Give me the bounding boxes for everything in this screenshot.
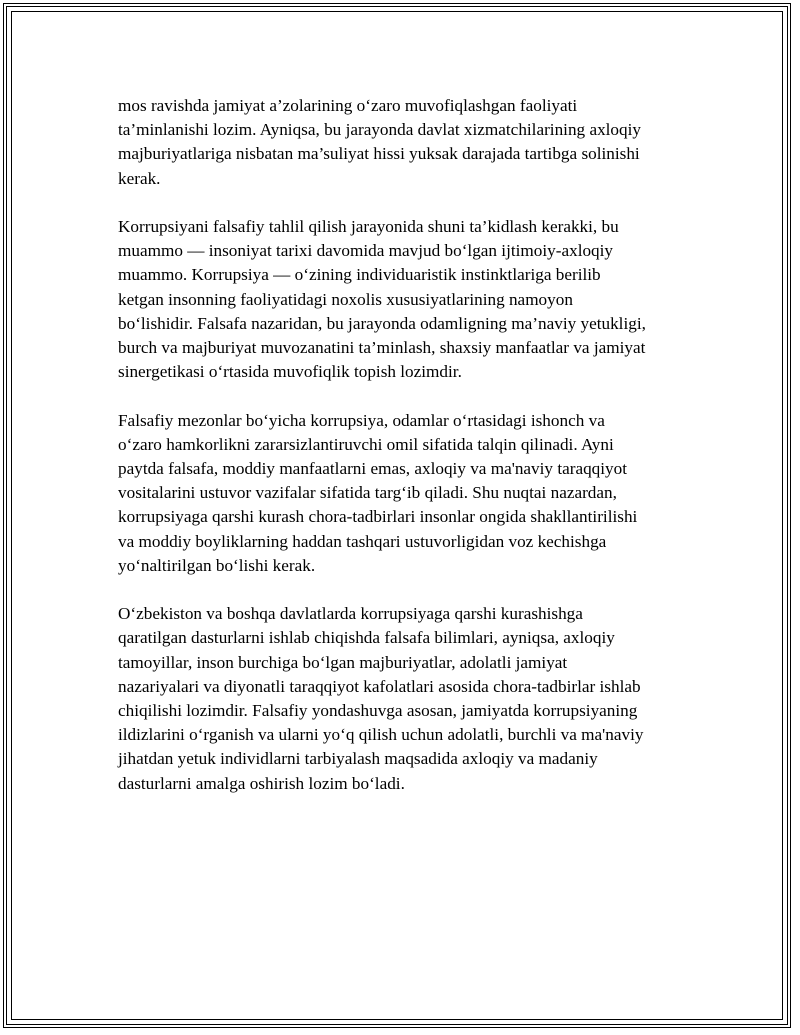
paragraph-3: Falsafiy mezonlar bo‘yicha korrupsiya, odamlar o‘rtasidagi ishonch va o‘zaro hamkorlikni zararsizlantiruvchi omil sifatida talqin qilinadi. Ayni paytda falsafa, moddiy manfaatlarni emas, axloqiy va ma'naviy taraqqiyot vositalarini ustuvor vazifalar sifatida targ‘ib qiladi. Shu nuqtai nazardan, korrupsiyaga qarshi kurash chora-tadbirlari insonlar ongida shakllantirilishi va moddiy boyliklarning haddan tashqari ustuvorligidan voz kechishga yo‘naltirilgan bo‘lishi kerak. (118, 410, 638, 575)
paragraph-1: mos ravishda jamiyat a’zolarining o‘zaro muvofiqlashgan faoliyati ta’minlanishi lozim. Ayniqsa, bu jarayonda davlat xizmatchilarining axloqiy majburiyatlariga nisbatan ma’suliyat hissi yuksak darajada tartibga solinishi kerak. (118, 96, 641, 188)
document-body (118, 94, 698, 820)
paragraph-4: O‘zbekiston va boshqa davlatlarda korrupsiyaga qarshi kurashishga qaratilgan dasturlarni ishlab chiqishda falsafa bilimlari, ayniqsa, axloqiy tamoyillar, inson burchiga bo‘lgan majburiyatlar, adolatli jamiyat nazariyalari va diyonatli taraqqiyot kafolatlari asosida chora-tadbirlar ishlab chiqilishi lozimdir. Falsafiy yondashuvga asosan, jamiyatda korrupsiyaning ildizlarini o‘rganish va ularni yo‘q qilish uchun adolatli, burchli va ma'naviy jihatdan yetuk individlarni tarbiyalash maqsadida axloqiy va madaniy dasturlarni amalga oshirish lozim bo‘ladi. (118, 604, 644, 793)
paragraph-2: Korrupsiyani falsafiy tahlil qilish jarayonida shuni ta’kidlash kerakki, bu muammo — insoniyat tarixi davomida mavjud bo‘lgan ijtimoiy-axloqiy muammo. Korrupsiya — o‘zining individuaristik instinktlariga berilib ketgan insonning faoliyatidagi noxolis xususiyatlarining namoyon bo‘lishidir. Falsafa nazaridan, bu jarayonda odamligning ma’naviy yetukligi, burch va majburiyat muvozanatini ta’minlash, shaxsiy manfaatlar va jamiyat sinergetikasi o‘rtasida muvofiqlik topish lozimdir. (118, 217, 646, 382)
